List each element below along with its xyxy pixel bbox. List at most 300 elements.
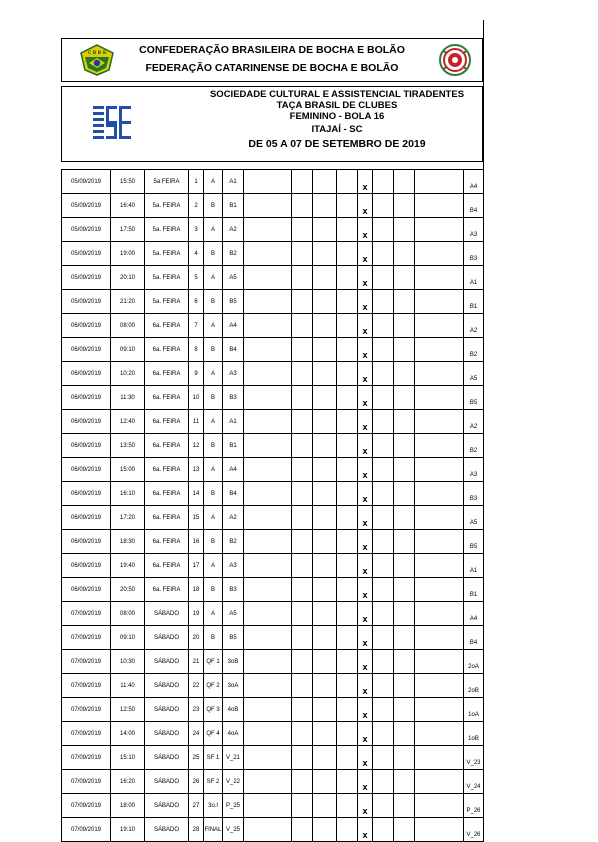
team-1: B1 bbox=[223, 194, 244, 218]
match-number: 13 bbox=[189, 458, 204, 482]
match-row bbox=[62, 770, 484, 794]
mark-cell: x bbox=[358, 794, 373, 818]
match-row bbox=[62, 626, 484, 650]
score-cell bbox=[415, 434, 464, 458]
score-cell bbox=[244, 458, 292, 482]
match-date: 06/09/2019 bbox=[62, 554, 111, 578]
match-row bbox=[62, 242, 484, 266]
mark-cell: x bbox=[358, 194, 373, 218]
score-cell bbox=[292, 770, 313, 794]
score-cell bbox=[373, 794, 394, 818]
match-time: 17:20 bbox=[111, 506, 145, 530]
score-cell bbox=[292, 170, 313, 194]
score-cell bbox=[292, 602, 313, 626]
mark-cell: x bbox=[358, 266, 373, 290]
match-weekday: 6a. FEIRA bbox=[145, 578, 189, 602]
team-1: B4 bbox=[223, 338, 244, 362]
score-cell bbox=[313, 770, 337, 794]
score-cell bbox=[415, 698, 464, 722]
match-time: 09:10 bbox=[111, 626, 145, 650]
score-cell bbox=[337, 386, 358, 410]
match-time: 18:00 bbox=[111, 794, 145, 818]
match-group: A bbox=[204, 362, 223, 386]
team-1: A3 bbox=[223, 554, 244, 578]
score-cell bbox=[337, 674, 358, 698]
match-date: 07/09/2019 bbox=[62, 818, 111, 842]
score-cell bbox=[292, 434, 313, 458]
score-cell bbox=[313, 602, 337, 626]
match-number: 3 bbox=[189, 218, 204, 242]
score-cell bbox=[292, 314, 313, 338]
team-1: 3oB bbox=[223, 650, 244, 674]
score-cell bbox=[373, 674, 394, 698]
score-cell bbox=[244, 818, 292, 842]
mark-cell: x bbox=[358, 818, 373, 842]
score-cell bbox=[337, 722, 358, 746]
score-cell bbox=[373, 770, 394, 794]
score-cell bbox=[415, 818, 464, 842]
match-group: B bbox=[204, 338, 223, 362]
team-2: B1 bbox=[464, 578, 484, 602]
match-row bbox=[62, 554, 484, 578]
score-cell bbox=[373, 266, 394, 290]
score-cell bbox=[415, 794, 464, 818]
match-number: 2 bbox=[189, 194, 204, 218]
match-number: 6 bbox=[189, 290, 204, 314]
match-time: 17:50 bbox=[111, 218, 145, 242]
match-date: 06/09/2019 bbox=[62, 338, 111, 362]
score-cell bbox=[313, 458, 337, 482]
match-date: 05/09/2019 bbox=[62, 218, 111, 242]
match-group: A bbox=[204, 170, 223, 194]
score-cell bbox=[415, 314, 464, 338]
team-1: B2 bbox=[223, 530, 244, 554]
mark-cell: x bbox=[358, 314, 373, 338]
fcbb-logo bbox=[439, 44, 471, 76]
match-date: 07/09/2019 bbox=[62, 674, 111, 698]
score-cell bbox=[337, 482, 358, 506]
score-cell bbox=[313, 698, 337, 722]
score-cell bbox=[292, 290, 313, 314]
event-dates: DE 05 A 07 DE SETEMBRO DE 2019 bbox=[248, 138, 426, 150]
mark-cell: x bbox=[358, 290, 373, 314]
score-cell bbox=[373, 746, 394, 770]
match-weekday: 5a. FEIRA bbox=[145, 266, 189, 290]
score-cell bbox=[292, 506, 313, 530]
score-cell bbox=[373, 314, 394, 338]
match-time: 20:50 bbox=[111, 578, 145, 602]
match-date: 07/09/2019 bbox=[62, 626, 111, 650]
team-2: 2oB bbox=[464, 674, 484, 698]
mark-cell: x bbox=[358, 362, 373, 386]
score-cell bbox=[415, 626, 464, 650]
score-cell bbox=[415, 338, 464, 362]
mark-cell: x bbox=[358, 482, 373, 506]
score-cell bbox=[313, 170, 337, 194]
team-2: V_24 bbox=[464, 770, 484, 794]
mark-cell: x bbox=[358, 722, 373, 746]
score-cell bbox=[292, 698, 313, 722]
score-cell bbox=[394, 362, 415, 386]
mark-cell: x bbox=[358, 338, 373, 362]
score-cell bbox=[244, 242, 292, 266]
score-cell bbox=[337, 746, 358, 770]
match-weekday: SÁBADO bbox=[145, 698, 189, 722]
score-cell bbox=[313, 674, 337, 698]
team-2: B3 bbox=[464, 482, 484, 506]
match-row bbox=[62, 410, 484, 434]
match-weekday: SÁBADO bbox=[145, 722, 189, 746]
score-cell bbox=[244, 410, 292, 434]
team-2: B5 bbox=[464, 530, 484, 554]
score-cell bbox=[373, 194, 394, 218]
match-date: 05/09/2019 bbox=[62, 242, 111, 266]
match-group: 3o.l bbox=[204, 794, 223, 818]
score-cell bbox=[394, 626, 415, 650]
match-group: B bbox=[204, 482, 223, 506]
score-cell bbox=[337, 410, 358, 434]
score-cell bbox=[244, 266, 292, 290]
score-cell bbox=[337, 170, 358, 194]
team-1: 3oA bbox=[223, 674, 244, 698]
mark-cell: x bbox=[358, 386, 373, 410]
score-cell bbox=[244, 794, 292, 818]
match-row bbox=[62, 578, 484, 602]
score-cell bbox=[373, 482, 394, 506]
team-2: P_26 bbox=[464, 794, 484, 818]
match-weekday: 5a. FEIRA bbox=[145, 290, 189, 314]
mark-cell: x bbox=[358, 770, 373, 794]
score-cell bbox=[394, 698, 415, 722]
match-number: 21 bbox=[189, 650, 204, 674]
mark-cell: x bbox=[358, 650, 373, 674]
score-cell bbox=[373, 506, 394, 530]
match-time: 19:00 bbox=[111, 242, 145, 266]
match-group: B bbox=[204, 578, 223, 602]
mark-cell: x bbox=[358, 626, 373, 650]
score-cell bbox=[292, 242, 313, 266]
score-cell bbox=[415, 290, 464, 314]
team-1: V_25 bbox=[223, 818, 244, 842]
score-cell bbox=[244, 722, 292, 746]
match-weekday: SÁBADO bbox=[145, 770, 189, 794]
match-weekday: 6a. FEIRA bbox=[145, 410, 189, 434]
match-group: SF 1 bbox=[204, 746, 223, 770]
team-2: 2oA bbox=[464, 650, 484, 674]
match-time: 12:40 bbox=[111, 410, 145, 434]
score-cell bbox=[373, 530, 394, 554]
team-2: B4 bbox=[464, 626, 484, 650]
mark-cell: x bbox=[358, 410, 373, 434]
score-cell bbox=[373, 242, 394, 266]
score-cell bbox=[373, 626, 394, 650]
match-time: 21:20 bbox=[111, 290, 145, 314]
score-cell bbox=[292, 626, 313, 650]
score-cell bbox=[415, 602, 464, 626]
match-weekday: 6a. FEIRA bbox=[145, 458, 189, 482]
match-number: 25 bbox=[189, 746, 204, 770]
team-1: A5 bbox=[223, 266, 244, 290]
score-cell bbox=[394, 530, 415, 554]
score-cell bbox=[415, 650, 464, 674]
match-group: SF 2 bbox=[204, 770, 223, 794]
host-club-name: SOCIEDADE CULTURAL E ASSISTENCIAL TIRADENTES bbox=[209, 89, 465, 100]
match-date: 07/09/2019 bbox=[62, 698, 111, 722]
score-cell bbox=[394, 770, 415, 794]
match-time: 09:10 bbox=[111, 338, 145, 362]
match-number: 10 bbox=[189, 386, 204, 410]
match-group: B bbox=[204, 242, 223, 266]
team-2: B1 bbox=[464, 290, 484, 314]
match-weekday: 6a. FEIRA bbox=[145, 482, 189, 506]
mark-cell: x bbox=[358, 434, 373, 458]
team-2: A1 bbox=[464, 266, 484, 290]
score-cell bbox=[337, 218, 358, 242]
score-cell bbox=[313, 218, 337, 242]
match-group: QF 3 bbox=[204, 698, 223, 722]
score-cell bbox=[292, 194, 313, 218]
score-cell bbox=[337, 434, 358, 458]
match-weekday: SÁBADO bbox=[145, 794, 189, 818]
score-cell bbox=[394, 602, 415, 626]
match-weekday: SÁBADO bbox=[145, 602, 189, 626]
score-cell bbox=[313, 290, 337, 314]
score-cell bbox=[337, 458, 358, 482]
confederation-title: CONFEDERAÇÃO BRASILEIRA DE BOCHA E BOLÃO bbox=[139, 44, 405, 56]
score-cell bbox=[415, 722, 464, 746]
score-cell bbox=[337, 770, 358, 794]
score-cell bbox=[292, 794, 313, 818]
score-cell bbox=[394, 410, 415, 434]
team-2: A1 bbox=[464, 554, 484, 578]
team-2: A3 bbox=[464, 458, 484, 482]
team-1: B5 bbox=[223, 290, 244, 314]
team-1: 4oB bbox=[223, 698, 244, 722]
score-cell bbox=[394, 674, 415, 698]
score-cell bbox=[292, 746, 313, 770]
match-row bbox=[62, 746, 484, 770]
match-row bbox=[62, 314, 484, 338]
match-group: B bbox=[204, 626, 223, 650]
score-cell bbox=[373, 602, 394, 626]
score-cell bbox=[244, 602, 292, 626]
team-2: B2 bbox=[464, 434, 484, 458]
mark-cell: x bbox=[358, 530, 373, 554]
score-cell bbox=[373, 650, 394, 674]
team-2: V_23 bbox=[464, 746, 484, 770]
score-cell bbox=[292, 722, 313, 746]
match-row bbox=[62, 674, 484, 698]
match-row bbox=[62, 794, 484, 818]
score-cell bbox=[292, 482, 313, 506]
match-date: 05/09/2019 bbox=[62, 266, 111, 290]
match-time: 19:10 bbox=[111, 818, 145, 842]
mark-cell: x bbox=[358, 602, 373, 626]
score-cell bbox=[337, 698, 358, 722]
match-weekday: 6a. FEIRA bbox=[145, 338, 189, 362]
score-cell bbox=[373, 290, 394, 314]
score-cell bbox=[244, 362, 292, 386]
score-cell bbox=[394, 194, 415, 218]
team-1: B3 bbox=[223, 578, 244, 602]
match-number: 27 bbox=[189, 794, 204, 818]
score-cell bbox=[373, 458, 394, 482]
match-row bbox=[62, 338, 484, 362]
match-weekday: 6a. FEIRA bbox=[145, 314, 189, 338]
score-cell bbox=[292, 458, 313, 482]
score-cell bbox=[313, 362, 337, 386]
score-cell bbox=[415, 242, 464, 266]
match-row bbox=[62, 818, 484, 842]
match-row bbox=[62, 722, 484, 746]
score-cell bbox=[394, 290, 415, 314]
match-row bbox=[62, 650, 484, 674]
match-group: B bbox=[204, 386, 223, 410]
score-cell bbox=[313, 194, 337, 218]
score-cell bbox=[292, 674, 313, 698]
match-row bbox=[62, 266, 484, 290]
match-date: 07/09/2019 bbox=[62, 746, 111, 770]
match-time: 11:30 bbox=[111, 386, 145, 410]
score-cell bbox=[373, 818, 394, 842]
score-cell bbox=[373, 362, 394, 386]
score-cell bbox=[415, 218, 464, 242]
score-cell bbox=[244, 506, 292, 530]
score-cell bbox=[415, 770, 464, 794]
match-weekday: 6a. FEIRA bbox=[145, 554, 189, 578]
federation-header bbox=[61, 38, 483, 82]
match-row bbox=[62, 386, 484, 410]
match-time: 10:20 bbox=[111, 362, 145, 386]
score-cell bbox=[337, 362, 358, 386]
score-cell bbox=[244, 170, 292, 194]
federation-title: FEDERAÇÃO CATARINENSE DE BOCHA E BOLÃO bbox=[145, 62, 399, 74]
score-cell bbox=[337, 794, 358, 818]
score-cell bbox=[394, 314, 415, 338]
score-cell bbox=[415, 266, 464, 290]
score-cell bbox=[394, 458, 415, 482]
team-2: 1oA bbox=[464, 698, 484, 722]
match-schedule-table bbox=[61, 169, 484, 842]
match-weekday: SÁBADO bbox=[145, 626, 189, 650]
match-time: 08:00 bbox=[111, 314, 145, 338]
match-number: 1 bbox=[189, 170, 204, 194]
score-cell bbox=[415, 458, 464, 482]
match-date: 07/09/2019 bbox=[62, 650, 111, 674]
match-number: 18 bbox=[189, 578, 204, 602]
mark-cell: x bbox=[358, 170, 373, 194]
score-cell bbox=[373, 722, 394, 746]
match-group: B bbox=[204, 194, 223, 218]
match-time: 13:50 bbox=[111, 434, 145, 458]
match-date: 06/09/2019 bbox=[62, 578, 111, 602]
match-date: 06/09/2019 bbox=[62, 482, 111, 506]
match-number: 24 bbox=[189, 722, 204, 746]
score-cell bbox=[394, 434, 415, 458]
match-date: 06/09/2019 bbox=[62, 458, 111, 482]
score-cell bbox=[415, 578, 464, 602]
team-2: A3 bbox=[464, 218, 484, 242]
score-cell bbox=[313, 578, 337, 602]
match-date: 07/09/2019 bbox=[62, 722, 111, 746]
score-cell bbox=[394, 650, 415, 674]
team-2: B5 bbox=[464, 386, 484, 410]
score-cell bbox=[337, 626, 358, 650]
score-cell bbox=[394, 266, 415, 290]
sociedade-tiradentes-logo bbox=[92, 104, 132, 140]
team-1: A1 bbox=[223, 410, 244, 434]
match-weekday: 5a. FEIRA bbox=[145, 194, 189, 218]
team-1: A2 bbox=[223, 218, 244, 242]
score-cell bbox=[292, 338, 313, 362]
match-group: A bbox=[204, 266, 223, 290]
match-weekday: 5a. FEIRA bbox=[145, 242, 189, 266]
team-1: A2 bbox=[223, 506, 244, 530]
match-weekday: SÁBADO bbox=[145, 746, 189, 770]
team-2: B4 bbox=[464, 194, 484, 218]
match-group: A bbox=[204, 314, 223, 338]
score-cell bbox=[337, 290, 358, 314]
match-date: 06/09/2019 bbox=[62, 362, 111, 386]
match-time: 15:00 bbox=[111, 458, 145, 482]
score-cell bbox=[373, 434, 394, 458]
score-cell bbox=[244, 746, 292, 770]
score-cell bbox=[313, 506, 337, 530]
score-cell bbox=[313, 482, 337, 506]
score-cell bbox=[337, 602, 358, 626]
match-number: 17 bbox=[189, 554, 204, 578]
score-cell bbox=[292, 410, 313, 434]
score-cell bbox=[373, 386, 394, 410]
match-number: 15 bbox=[189, 506, 204, 530]
match-weekday: SÁBADO bbox=[145, 818, 189, 842]
score-cell bbox=[337, 530, 358, 554]
score-cell bbox=[415, 554, 464, 578]
match-group: QF 2 bbox=[204, 674, 223, 698]
match-time: 19:40 bbox=[111, 554, 145, 578]
score-cell bbox=[313, 818, 337, 842]
team-2: A5 bbox=[464, 506, 484, 530]
score-cell bbox=[313, 554, 337, 578]
score-cell bbox=[373, 554, 394, 578]
score-cell bbox=[337, 650, 358, 674]
score-cell bbox=[244, 698, 292, 722]
match-number: 23 bbox=[189, 698, 204, 722]
team-1: A4 bbox=[223, 314, 244, 338]
score-cell bbox=[313, 746, 337, 770]
match-date: 07/09/2019 bbox=[62, 794, 111, 818]
match-date: 07/09/2019 bbox=[62, 602, 111, 626]
team-1: P_25 bbox=[223, 794, 244, 818]
team-1: B4 bbox=[223, 482, 244, 506]
score-cell bbox=[394, 482, 415, 506]
match-time: 15:10 bbox=[111, 746, 145, 770]
match-weekday: 6a. FEIRA bbox=[145, 386, 189, 410]
score-cell bbox=[292, 530, 313, 554]
score-cell bbox=[373, 170, 394, 194]
score-cell bbox=[415, 386, 464, 410]
score-cell bbox=[337, 266, 358, 290]
match-time: 10:30 bbox=[111, 650, 145, 674]
team-1: A4 bbox=[223, 458, 244, 482]
match-group: QF 1 bbox=[204, 650, 223, 674]
match-date: 05/09/2019 bbox=[62, 290, 111, 314]
score-cell bbox=[415, 674, 464, 698]
score-cell bbox=[337, 818, 358, 842]
score-cell bbox=[244, 218, 292, 242]
match-number: 5 bbox=[189, 266, 204, 290]
match-date: 06/09/2019 bbox=[62, 506, 111, 530]
